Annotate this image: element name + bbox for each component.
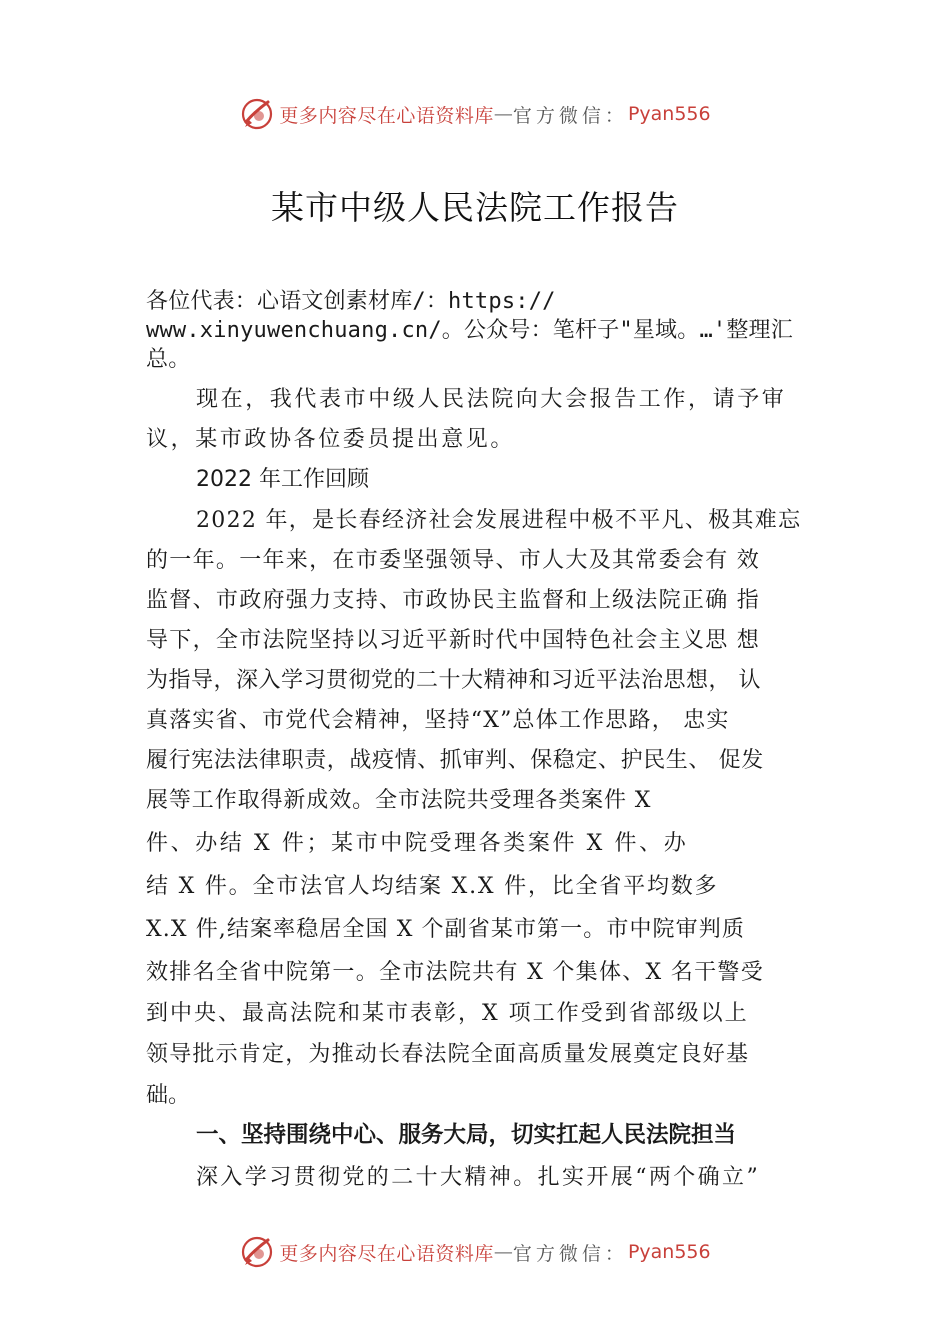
- header-banner: [0, 92, 950, 136]
- banner-wechat-label: 官方微信：: [512, 1242, 628, 1265]
- body-line: www.xinyuwenchuang.cn/。公众号：笔杆子"星域。…'整理汇: [146, 318, 793, 343]
- banner-wechat-id: Pyan556: [627, 103, 711, 125]
- body-line: 展等工作取得新成效。全市法院共受理各类案件 X: [146, 788, 652, 813]
- body-line: 履行宪法法律职责，战疫情、抓审判、保稳定、护民生、 促发: [146, 748, 764, 773]
- body-line: 深入学习贯彻党的二十大精神。扎实开展“两个确立”: [196, 1165, 761, 1190]
- body-line: 效排名全省中院第一。全市法院共有 X 个集体、X 名干警受: [146, 960, 765, 985]
- brush-pen-logo-icon: [239, 96, 275, 132]
- body-line: 导下，全市法院坚持以习近平新时代中国特色社会主义思 想: [146, 628, 761, 653]
- footer-banner: [0, 1230, 950, 1274]
- body-line: 监督、市政府强力支持、市政协民主监督和上级法院正确 指: [146, 588, 761, 613]
- body-line: 各位代表：心语文创素材库/：https://: [146, 289, 556, 314]
- brush-pen-logo-icon: [239, 1234, 275, 1270]
- banner-text: 更多内容尽在心语资料库: [279, 104, 494, 127]
- banner-text: 更多内容尽在心语资料库: [279, 1242, 494, 1265]
- body-line: 为指导，深入学习贯彻党的二十大精神和习近平法治思想， 认: [146, 668, 761, 693]
- section-heading: 一、坚持围绕中心、服务大局，切实扛起人民法院担当: [196, 1122, 737, 1148]
- body-line: 件、办结 X 件；某市中院受理各类案件 X 件、办: [146, 831, 689, 856]
- banner-wechat-label: 官方微信：: [512, 104, 628, 127]
- body-line: 的一年。一年来，在市委坚强领导、市人大及其常委会有 效: [146, 548, 761, 573]
- body-line: 到中央、最高法院和某市表彰，X 项工作受到省部级以上: [146, 1001, 749, 1026]
- banner-separator: —: [493, 103, 513, 125]
- banner-separator: —: [493, 1241, 513, 1263]
- section-heading: 2022 年工作回顾: [196, 467, 369, 492]
- banner-wechat-id: Pyan556: [627, 1241, 711, 1263]
- body-line: 真落实省、市党代会精神，坚持“X”总体工作思路， 忠实: [146, 708, 730, 733]
- body-line: X.X 件,结案率稳居全国 X 个副省某市第一。市中院审判质: [146, 917, 745, 942]
- body-line: 结 X 件。全市法官人均结案 X.X 件，比全省平均数多: [146, 874, 719, 899]
- body-line: 础。: [146, 1083, 191, 1108]
- body-line: 2022 年，是长春经济社会发展进程中极不平凡、极其难忘: [196, 508, 802, 533]
- page-title: 某市中级人民法院工作报告: [271, 188, 679, 227]
- body-line: 总。: [146, 347, 191, 372]
- body-line: 现在，我代表市中级人民法院向大会报告工作，请予审: [196, 387, 787, 412]
- body-line: 议，某市政协各位委员提出意见。: [146, 427, 516, 452]
- body-line: 领导批示肯定，为推动长春法院全面高质量发展奠定良好基: [146, 1042, 750, 1067]
